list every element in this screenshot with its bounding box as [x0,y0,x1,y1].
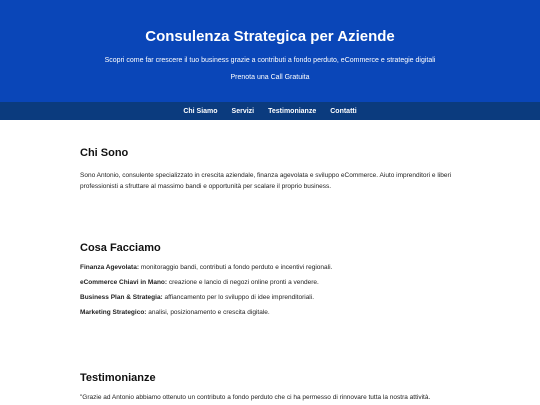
about-heading: Chi Sono [80,147,129,159]
testimonials-section [80,372,460,403]
service-item [80,293,460,303]
about-text: Sono Antonio, consulente specializzato in crescita aziendale, finanza agevolata e sviluppo eCommerce. Aiuto imprenditori e liberi professionisti a sfruttare al massimo bandi e opportunità per scalare il proprio business. [80,172,452,190]
page-title: Consulenza Strategica per Aziende [145,28,395,45]
nav-item-chi-siamo[interactable]: Chi Siamo [183,107,218,115]
hero-banner [0,0,540,102]
testimonial-quote: "Grazie ad Antonio abbiamo ottenuto un contributo a fondo perduto che ci ha permesso di rinnovare tutta la nostra attività. [80,394,431,401]
nav-item-servizi[interactable]: Servizi [231,107,255,115]
service-item [80,308,460,318]
nav-item-contatti[interactable]: Contatti [330,107,357,115]
service-title: eCommerce Chiavi in Mano: [80,279,168,286]
service-description: analisi, posizionamento e crescita digitale. [146,309,270,316]
nav-item-testimonianze[interactable]: Testimonianze [268,107,317,115]
service-description: monitoraggio bandi, contributi a fondo perduto e incentivi regionali. [139,264,333,271]
services-section [80,242,460,323]
book-call-link[interactable]: Prenota una Call Gratuita [230,74,310,81]
service-description: affiancamento per lo sviluppo di idee imprenditoriali. [162,294,315,301]
service-item [80,278,460,288]
service-description: creazione e lancio di negozi online pronti a vendere. [167,279,319,286]
service-title: Finanza Agevolata: [80,264,139,271]
testimonials-heading: Testimonianze [80,372,156,384]
service-title: Business Plan & Strategia: [80,294,163,301]
services-heading: Cosa Facciamo [80,242,161,254]
services-list [80,263,460,318]
main-navigation [0,102,540,120]
service-title: Marketing Strategico: [80,309,147,316]
service-item [80,263,460,273]
hero-subtitle: Scopri come far crescere il tuo business grazie a contributi a fondo perduto, eCommerce e strategie digitali [104,57,436,64]
about-section [80,147,460,192]
